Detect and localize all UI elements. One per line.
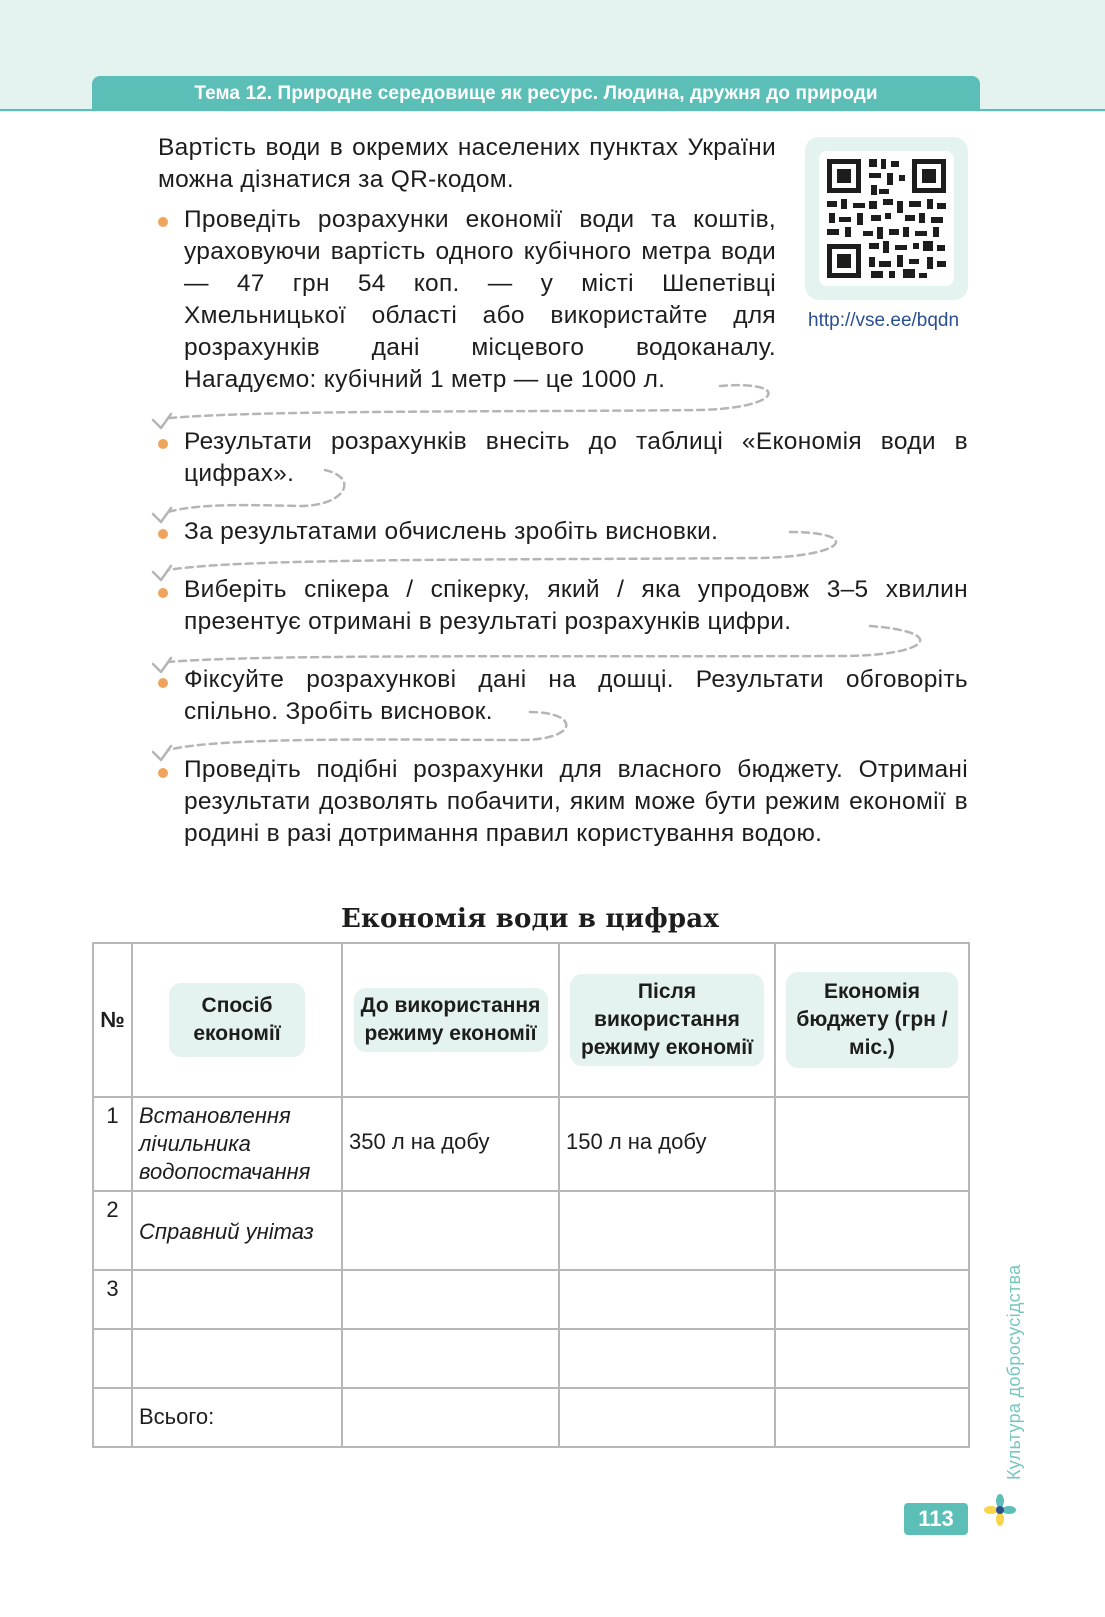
header-num — [93, 943, 132, 1097]
cell-budget-text — [776, 1192, 968, 1200]
cell-method — [132, 1329, 342, 1388]
cell-before-text — [343, 1389, 558, 1397]
water-economy-table — [92, 942, 970, 1448]
table-row — [93, 1097, 969, 1191]
cell-method-text: Справний унітаз — [139, 1219, 314, 1244]
cell-method-text — [133, 1330, 341, 1338]
qr-link[interactable]: http://vse.ee/bqdn — [808, 310, 960, 331]
header-num-text: № — [100, 1007, 125, 1032]
cell-budget — [775, 1191, 969, 1270]
header-method-pill: Спосіб економії — [169, 983, 305, 1057]
cell-method — [132, 1191, 342, 1270]
cell-before — [342, 1191, 559, 1270]
cell-before-text — [343, 1330, 558, 1338]
bullet-text: Фіксуйте розрахункові дані на дошці. Результати обговоріть спільно. Зробіть висновок. — [184, 666, 968, 725]
cell-num — [93, 1270, 132, 1329]
cell-num-text — [94, 1389, 131, 1397]
cell-budget-text — [776, 1389, 968, 1397]
header-before — [342, 943, 559, 1097]
cell-before-text: 350 л на добу — [349, 1129, 490, 1154]
cell-before — [342, 1388, 559, 1447]
header-budget-pill: Економія бюджету (грн / міс.) — [786, 972, 958, 1068]
cell-method-text — [133, 1271, 341, 1279]
cell-after-text — [560, 1330, 774, 1338]
cell-method — [132, 1270, 342, 1329]
cell-num — [93, 1191, 132, 1270]
cell-budget-text — [776, 1098, 968, 1106]
table-total-row — [93, 1388, 969, 1447]
cell-budget — [775, 1388, 969, 1447]
flower-icon — [983, 1493, 1017, 1527]
cell-after — [559, 1329, 775, 1388]
header-method — [132, 943, 342, 1097]
cell-before-text — [343, 1192, 558, 1200]
cell-budget — [775, 1329, 969, 1388]
cell-after — [559, 1388, 775, 1447]
cell-budget-text — [776, 1271, 968, 1279]
header-before-pill: До використання режиму економії — [354, 988, 548, 1052]
cell-after — [559, 1097, 775, 1191]
section-side-label: Культура добросусідства — [1004, 1264, 1024, 1480]
cell-num-text: 1 — [106, 1103, 119, 1128]
chapter-header: Тема 12. Природне середовище як ресурс. Людина, дружня до природи — [92, 76, 980, 111]
cell-after-text — [560, 1192, 774, 1200]
cell-total-label — [132, 1388, 342, 1447]
intro-text: Вартість води в окремих населених пунктах України можна дізнатися за QR-кодом. — [158, 134, 776, 193]
cell-budget — [775, 1270, 969, 1329]
cell-budget — [775, 1097, 969, 1191]
cell-after — [559, 1270, 775, 1329]
cell-after-text: 150 л на добу — [566, 1129, 707, 1154]
cell-num — [93, 1329, 132, 1388]
cell-after-text — [560, 1389, 774, 1397]
cell-after — [559, 1191, 775, 1270]
header-after-pill: Після використання режиму економії — [570, 974, 764, 1066]
bullet-text: Виберіть спікера / спікерку, який / яка упродовж 3–5 хвилин презентує отримані в результаті розрахунків цифри. — [184, 576, 968, 635]
cell-num-text — [94, 1330, 131, 1338]
cell-before — [342, 1270, 559, 1329]
cell-method — [132, 1097, 342, 1191]
header-budget — [775, 943, 969, 1097]
header-after — [559, 943, 775, 1097]
cell-budget-text — [776, 1330, 968, 1338]
cell-num-text: 2 — [106, 1197, 119, 1222]
bullet-text: Проведіть подібні розрахунки для власного бюджету. Отримані результати дозволять побачити, яким може бути режим економії в родині в разі дотримання правил користування водою. — [184, 756, 968, 847]
table-row — [93, 1329, 969, 1388]
table-row — [93, 1191, 969, 1270]
page-number: 113 — [904, 1503, 968, 1535]
cell-before-text — [343, 1271, 558, 1279]
bullet-text: За результатами обчислень зробіть висновки. — [184, 518, 719, 545]
cell-before — [342, 1329, 559, 1388]
table-header-row — [93, 943, 969, 1097]
cell-total-label-text: Всього: — [139, 1404, 215, 1429]
bullet-text: Проведіть розрахунки економії води та коштів, ураховуючи вартість одного кубічного метра води — 47 грн 54 коп. — у місті Шепетівці Хмельницької області або використайте для розрахунків дані місцевого водоканалу. Нагадуємо: кубічний 1 метр — це 1000 л. — [184, 206, 776, 393]
cell-num-text: 3 — [106, 1276, 119, 1301]
cell-method-text: Встановлення лічильника водопостачання — [139, 1103, 311, 1184]
cell-before — [342, 1097, 559, 1191]
cell-num — [93, 1097, 132, 1191]
bullet-text: Результати розрахунків внесіть до таблиці «Економія води в цифрах». — [184, 428, 968, 487]
table-row — [93, 1270, 969, 1329]
cell-num — [93, 1388, 132, 1447]
cell-after-text — [560, 1271, 774, 1279]
table-title: Економія води в цифрах — [340, 904, 720, 934]
